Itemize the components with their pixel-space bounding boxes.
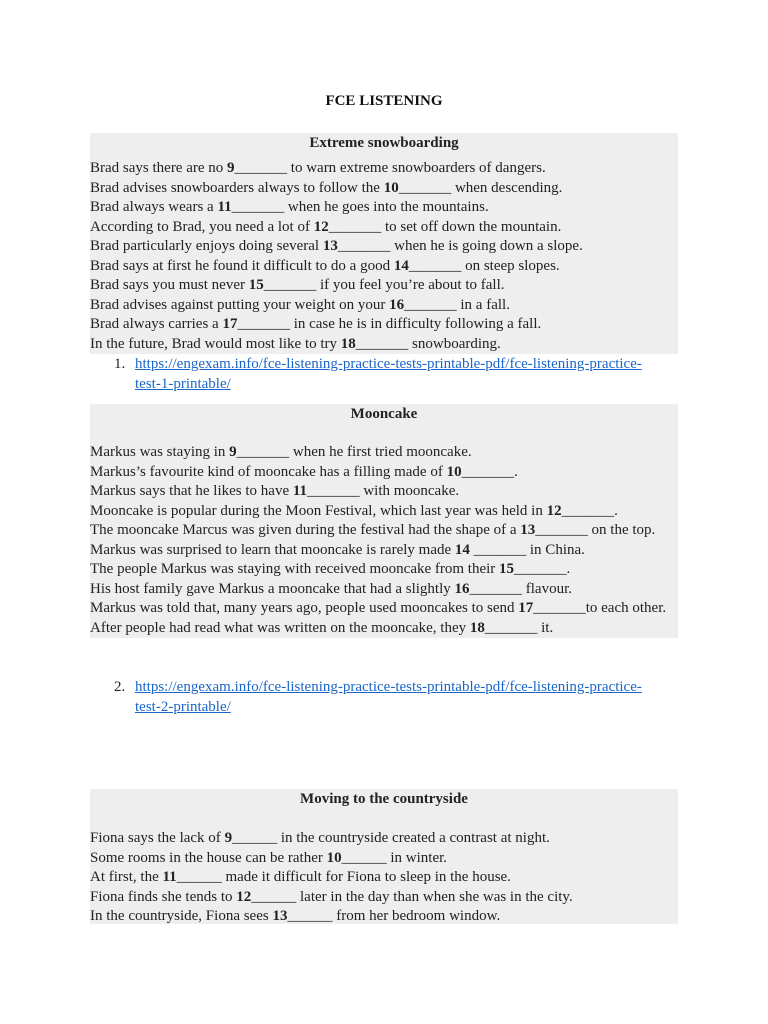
question-number: 17 [222, 316, 238, 332]
line-text-after: _______ on the top. [535, 522, 656, 538]
line-text-after: _______ when descending. [398, 179, 563, 196]
line-text-before: In the future, Brad would most like to try [90, 335, 341, 352]
exercise-line [90, 580, 678, 600]
line-text-before: Some rooms in the house can be rather [90, 849, 327, 866]
question-number: 9 [227, 160, 235, 176]
exercise-line [90, 257, 678, 277]
question-number: 14 [393, 257, 409, 274]
exercise-line [90, 159, 678, 179]
line-text-after: ______ later in the day than when she was in the city. [251, 888, 573, 905]
exercise-line [90, 521, 678, 541]
exercise-line [90, 463, 678, 483]
line-text-after: _______ to warn extreme snowboarders of dangers. [234, 160, 546, 176]
line-text-after: _______ when he first tried mooncake. [236, 444, 472, 460]
line-text-before: Markus was surprised to learn that mooncake is rarely made [90, 541, 455, 558]
exercise-line [90, 560, 678, 580]
practice-test-1-link[interactable]: https://engexam.info/fce-listening-practice-tests-printable-pdf/fce-listening-practice-test-1-printable/ [135, 356, 642, 392]
line-text-after: _______ snowboarding. [355, 335, 501, 352]
line-text-after: _______. [561, 502, 618, 519]
exercise-line [90, 315, 678, 335]
line-text-before: Markus’s favourite kind of mooncake has a filling made of [90, 463, 447, 480]
line-text-before: Fiona says the lack of [90, 830, 225, 846]
line-text-before: Brad always carries a [90, 316, 223, 332]
question-number: 10 [446, 463, 462, 480]
line-text-before: Brad always wears a [90, 199, 218, 215]
question-number: 18 [469, 619, 485, 636]
line-text-after: _______. [514, 561, 571, 577]
line-text-after: _______ flavour. [469, 580, 573, 597]
practice-test-2-link[interactable]: https://engexam.info/fce-listening-practice-tests-printable-pdf/fce-listening-practice-test-2-printable/ [135, 679, 642, 715]
question-number: 9 [229, 444, 237, 460]
line-text-after: _______ it. [484, 619, 554, 636]
exercise-line [90, 237, 678, 257]
question-number: 12 [546, 502, 562, 519]
exercise-line [90, 335, 678, 355]
line-text-after: _______ on steep slopes. [408, 257, 560, 274]
line-text-before: Brad says you must never [90, 277, 249, 293]
line-text-after: ______ from her bedroom window. [287, 908, 501, 924]
line-text-before: Fiona finds she tends to [90, 888, 237, 905]
exercise-line [90, 849, 678, 869]
line-text-after: _______ with mooncake. [307, 483, 460, 499]
line-text-before: Mooncake is popular during the Moon Festival, which last year was held in [90, 502, 547, 519]
line-text-before: After people had read what was written on the mooncake, they [90, 619, 470, 636]
question-number: 13 [520, 522, 536, 538]
exercise-line [90, 179, 678, 199]
line-text-after: _______ when he goes into the mountains. [231, 199, 489, 215]
line-text-before: In the countryside, Fiona sees [90, 908, 273, 924]
link-item-1 [114, 355, 654, 394]
line-text-after: _______ in case he is in difficulty following a fall. [237, 316, 542, 332]
line-text-after: ______ made it difficult for Fiona to sleep in the house. [176, 869, 511, 885]
question-number: 10 [383, 179, 399, 196]
question-number: 13 [322, 238, 338, 254]
question-number: 12 [236, 888, 252, 905]
line-text-before: At first, the [90, 869, 163, 885]
question-number: 16 [389, 296, 405, 313]
exercise-line [90, 829, 678, 849]
line-text-after: _______ to set off down the mountain. [328, 218, 562, 235]
exercise-line [90, 888, 678, 908]
exercise-line [90, 443, 678, 463]
question-number: 17 [518, 600, 534, 616]
question-number: 18 [340, 335, 356, 352]
question-number: 12 [313, 218, 329, 235]
section-extreme-snowboarding [90, 133, 678, 354]
line-text-after: _______ when he is going down a slope. [337, 238, 583, 254]
question-number: 11 [217, 199, 232, 215]
line-text-after: ______ in the countryside created a contrast at night. [232, 830, 550, 846]
line-text-after: _______ in a fall. [404, 296, 510, 313]
exercise-line [90, 868, 678, 888]
line-text-before: His host family gave Markus a mooncake that had a slightly [90, 580, 455, 597]
line-text-before: According to Brad, you need a lot of [90, 218, 314, 235]
line-text-before: Brad advises snowboarders always to follow the [90, 179, 384, 196]
question-number: 15 [499, 561, 515, 577]
line-text-after: ______ in winter. [341, 849, 448, 866]
list-number: 1. [114, 356, 126, 372]
line-text-after: _______to each other. [533, 600, 667, 616]
page-title: FCE LISTENING [325, 93, 443, 109]
list-number: 2. [114, 679, 126, 695]
question-number: 10 [326, 849, 342, 866]
section-heading: Moving to the countryside [300, 791, 468, 807]
exercise-line [90, 276, 678, 296]
line-text-after: _______ in China. [469, 541, 585, 558]
line-text-before: The mooncake Marcus was given during the festival had the shape of a [90, 522, 521, 538]
question-number: 11 [162, 869, 177, 885]
exercise-line [90, 296, 678, 316]
exercise-line [90, 482, 678, 502]
exercise-line [90, 541, 678, 561]
exercise-line [90, 198, 678, 218]
question-number: 16 [454, 580, 470, 597]
line-text-before: Markus was staying in [90, 444, 230, 460]
line-text-after: _______ if you feel you’re about to fall. [263, 277, 505, 293]
exercise-line [90, 218, 678, 238]
line-text-before: The people Markus was staying with received mooncake from their [90, 561, 500, 577]
section-mooncake [90, 404, 678, 638]
section-moving-to-countryside [90, 789, 678, 924]
question-number: 14 [454, 541, 470, 558]
line-text-before: Brad advises against putting your weight on your [90, 296, 390, 313]
question-number: 13 [272, 908, 288, 924]
exercise-line [90, 599, 678, 619]
question-number: 11 [292, 483, 308, 499]
section-heading: Mooncake [350, 406, 418, 422]
line-text-before: Markus was told that, many years ago, people used mooncakes to send [90, 600, 519, 616]
exercise-line [90, 502, 678, 522]
line-text-before: Brad says at first he found it difficult to do a good [90, 257, 394, 274]
line-text-before: Markus says that he likes to have [90, 483, 293, 499]
link-item-2 [114, 678, 654, 717]
question-number: 15 [248, 277, 264, 293]
line-text-after: _______. [461, 463, 518, 480]
line-text-before: Brad particularly enjoys doing several [90, 238, 323, 254]
question-number: 9 [224, 830, 233, 846]
exercise-line [90, 619, 678, 639]
section-heading: Extreme snowboarding [309, 135, 459, 151]
line-text-before: Brad says there are no [90, 160, 228, 176]
exercise-line [90, 907, 678, 927]
